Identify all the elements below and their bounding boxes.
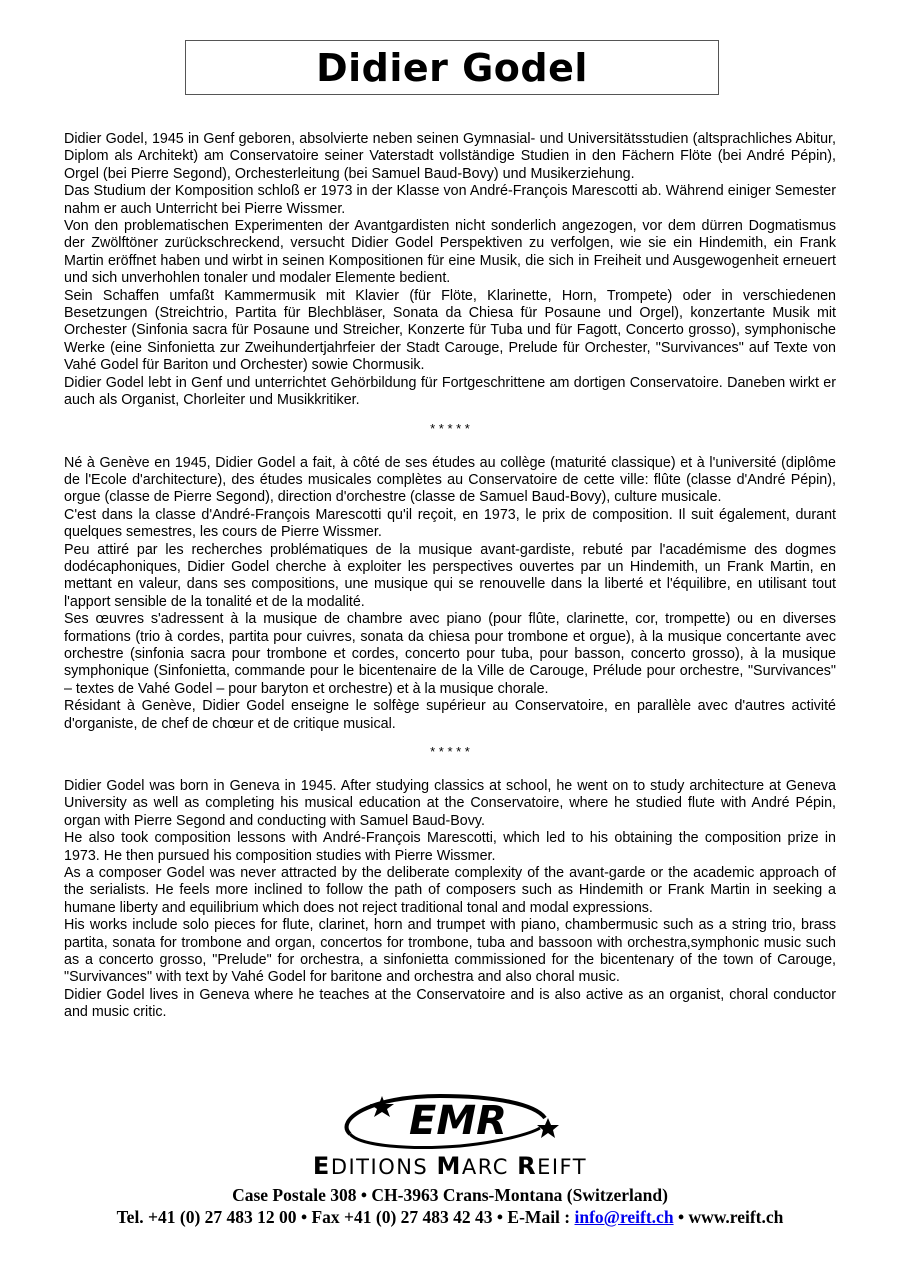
- section-separator: * * * * *: [430, 420, 470, 436]
- email-label: E-Mail :: [507, 1207, 571, 1227]
- english-section: [64, 778, 836, 1022]
- website: www.reift.ch: [688, 1207, 784, 1227]
- publisher-name: EDITIONS MARC REIFT: [312, 1152, 588, 1180]
- paragraph: As a composer Godel was never attracted by the deliberate complexity of the avant-garde or the academic approach of the serialists. He feels more inclined to follow the path of composers such as Hindemith or Frank Martin in seeking a humane liberty and equilibrium which does not reject traditional tonal and modal expressions.: [64, 865, 836, 916]
- french-section: [64, 455, 836, 734]
- email-link[interactable]: info@reift.ch: [574, 1207, 674, 1227]
- german-section: [64, 131, 836, 410]
- paragraph: Sein Schaffen umfaßt Kammermusik mit Klavier (für Flöte, Klarinette, Horn, Trompete) oder in verschiedenen Besetzungen (Streichtrio, Partita für Blechbläser, Sonata da Chiesa für Posaune und Orgel), konzertante Musik mit Orchester (Sinfonia sacra für Posaune und Streicher, Konzerte für Tuba und für Fagott, Concerto grosso), symphonische Werke (eine Sinfonietta zur Zweihundertjahrfeier der Stadt Carouge, Prelude für Orchester, "Survivances" auf Texte von Vahé Godel für Bariton und Orchester) sowie Chormusik.: [64, 287, 836, 374]
- paragraph: Von den problematischen Experimenten der Avantgardisten nicht sonderlich angezogen, vor dem dürren Dogmatismus der Zwölftöner zurückschreckend, versucht Didier Godel Perspektiven zu verfolgen, wie sie ein Hindemith, ein Frank Martin eröffnet haben und wirbt in seinen Kompositionen für eine Musik, die sich in Freiheit und Ausgewogenheit erneuert und sich unverhohlen tonaler und modaler Elemente bedient.: [64, 218, 836, 287]
- paragraph: He also took composition lessons with André-François Marescotti, which led to his obtaining the composition prize in 1973. He then pursued his composition studies with Pierre Wissmer.: [64, 830, 836, 864]
- paragraph: Né à Genève en 1945, Didier Godel a fait, à côté de ses études au collège (maturité classique) et à l'université (diplôme de l'Ecole d'architecture), des études musicales complètes au Conservatoire de cette ville: flûte (classe d'André Pépin), orgue (classe de Pierre Segond), direction d'orchestre (classe de Samuel Baud-Bovy), culture musicale.: [64, 454, 836, 506]
- paragraph: Résidant à Genève, Didier Godel enseigne le solfège supérieur au Conservatoire, en parallèle avec d'autres activité d'organiste, de chef de chœur et de critique musical.: [64, 698, 836, 732]
- paragraph: Didier Godel was born in Geneva in 1945. After studying classics at school, he went on to study architecture at Geneva University as well as completing his musical education at the Conservatoire, where he studied flute with André Pépin, organ with Pierre Segond and conducting with Samuel Baud-Bovy.: [64, 778, 836, 829]
- paragraph: Didier Godel lebt in Genf und unterrichtet Gehörbildung für Fortgeschrittene am dortigen Conservatoire. Daneben wirkt er auch als Organist, Chorleiter und Musikkritiker.: [64, 374, 836, 409]
- emr-logo: [330, 1090, 570, 1152]
- postal-address: Case Postale 308 • CH-3963 Crans-Montana (Switzerland): [232, 1185, 668, 1205]
- logo-text: EMR: [409, 1098, 507, 1144]
- paragraph: His works include solo pieces for flute, clarinet, horn and trumpet with piano, chambermusic such as a string trio, brass partita, sonata for trombone and organ, concertos for trombone, tuba and bassoon with orchestra,symphonic music such as a concerto grosso, "Prelude" for orchestra, a sinfonietta commissioned for the bicentenary of the town of Carouge, "Survivances" with text by Vahé Godel for baritone and orchestra and also choral music.: [64, 917, 836, 986]
- paragraph: Peu attiré par les recherches problématiques de la musique avant-gardiste, rebuté par l'académisme des dogmes dodécaphoniques, Didier Godel cherche à exploiter les perspectives ouvertes par un Hindemith, un Frank Martin, en mettant en valeur, dans ses compositions, une musique qui se renouvelle dans la liberté et l'équilibre, en utilisant tout l'apport sensible de la tonalité et de la modalité.: [64, 541, 836, 610]
- telephone: Tel. +41 (0) 27 483 12 00: [116, 1207, 297, 1227]
- biography-content: [64, 131, 836, 1022]
- bullet: •: [496, 1207, 504, 1227]
- bullet: •: [677, 1207, 685, 1227]
- contact-line: [0, 1206, 900, 1228]
- paragraph: Ses œuvres s'adressent à la musique de chambre avec piano (pour flûte, clarinette, cor, trompette) ou en diverses formations (trio à cordes, partita pour cuivres, sonata da chiesa pour trombone et orgue), à la musique concertante avec orchestre (sinfonia sacra pour trombone et cordes, concerto pour tuba, pour basson, concerto grosso), à la musique symphonique (Sinfonietta, commande pour le bicentenaire de la Ville de Carouge, Prélude pour orchestre, "Survivances" – textes de Vahé Godel – pour baryton et orchestre) et à la musique chorale.: [64, 611, 836, 697]
- bullet: •: [300, 1207, 308, 1227]
- paragraph: Didier Godel, 1945 in Genf geboren, absolvierte neben seinen Gymnasial- und Universitätsstudien (altsprachliches Abitur, Diplom als Architekt) am Conservatoire seiner Vaterstadt vollständige Studien in den Fächern Flöte (bei André Pépin), Orgel (bei Pierre Segond), Orchesterleitung (bei Samuel Baud-Bovy) und Musikerziehung.: [64, 131, 836, 182]
- section-separator: * * * * *: [430, 744, 470, 759]
- paragraph: C'est dans la classe d'André-François Marescotti qu'il reçoit, en 1973, le prix de composition. Il suit également, durant quelques semestres, les cours de Pierre Wissmer.: [64, 506, 836, 541]
- fax: Fax +41 (0) 27 483 42 43: [311, 1207, 493, 1227]
- paragraph: Didier Godel lives in Geneva where he teaches at the Conservatoire and is also active as an organist, choral conductor and music critic.: [64, 986, 836, 1021]
- publisher-footer: [0, 1090, 900, 1228]
- page-title: Didier Godel: [316, 45, 588, 90]
- title-box: [185, 40, 719, 95]
- paragraph: Das Studium der Komposition schloß er 1973 in der Klasse von André-François Marescotti ab. Während einiger Semester nahm er auch Unterricht bei Pierre Wissmer.: [64, 183, 836, 217]
